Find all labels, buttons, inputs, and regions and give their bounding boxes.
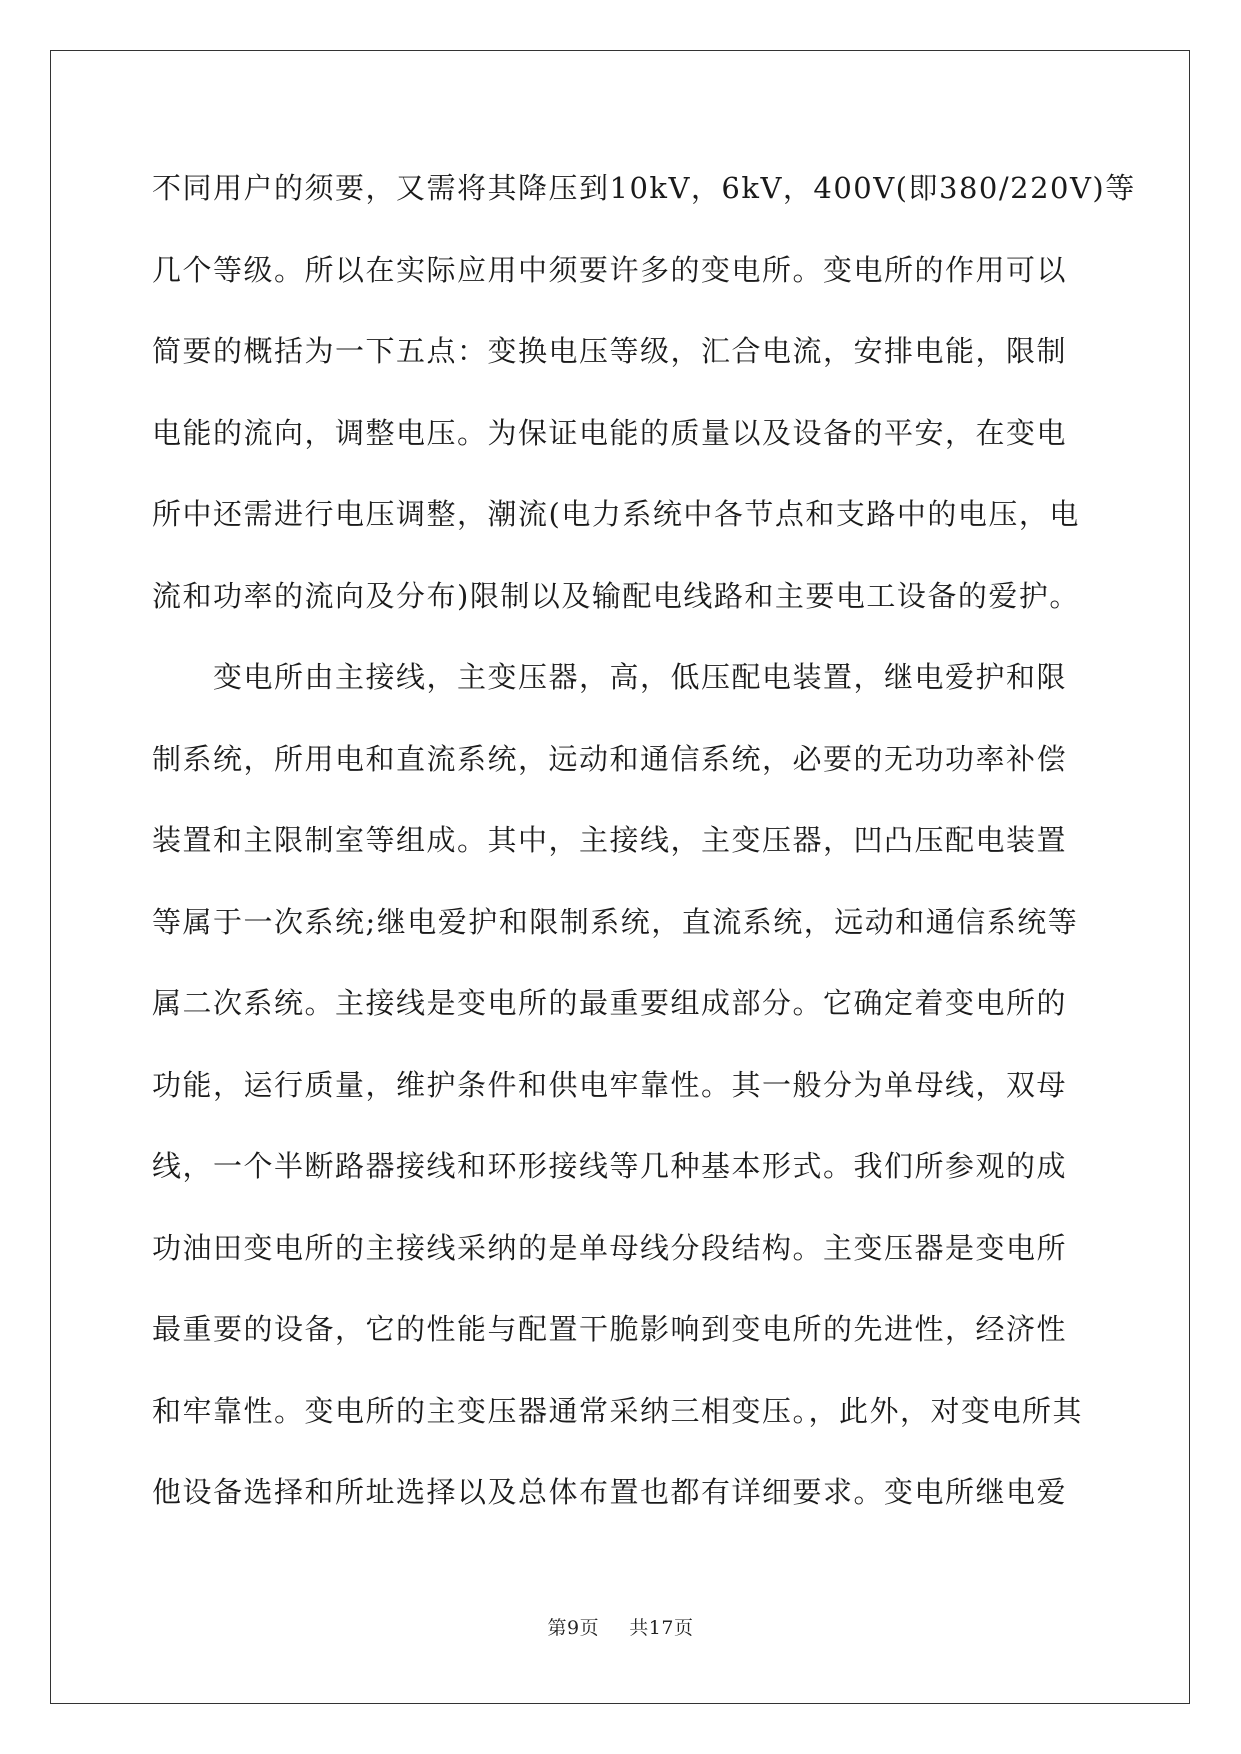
text-line: 电能的流向，调整电压。为保证电能的质量以及设备的平安，在变电 [152, 415, 1068, 450]
text-line: 几个等级。所以在实际应用中须要许多的变电所。变电所的作用可以 [152, 252, 1068, 287]
text-line: 所中还需进行电压调整，潮流(电力系统中各节点和支路中的电压，电 [152, 497, 1080, 531]
text-line: 最重要的设备，它的性能与配置干脆影响到变电所的先进性，经济性 [152, 1312, 1068, 1346]
text-line: 等属于一次系统;继电爱护和限制系统，直流系统，远动和通信系统等 [152, 904, 1079, 939]
text-line: 功油田变电所的主接线采纳的是单母线分段结构。主变压器是变电所 [152, 1230, 1068, 1265]
page-total: 共17页 [629, 1617, 694, 1639]
text-line: 功能，运行质量，维护条件和供电牢靠性。其一般分为单母线，双母 [152, 1067, 1068, 1102]
page-footer [0, 1613, 1241, 1640]
text-line: 不同用户的须要，又需将其降压到10kV，6kV，400V(即380/220V)等 [152, 171, 1136, 205]
text-line: 和牢靠性。变电所的主变压器通常采纳三相变压。，此外，对变电所其 [152, 1393, 1084, 1428]
text-line: 制系统，所用电和直流系统，远动和通信系统，必要的无功功率补偿 [152, 741, 1068, 776]
document-body [152, 163, 1136, 1549]
paragraph-start-line: 变电所由主接线，主变压器，高，低压配电装置，继电爱护和限 [213, 660, 1068, 694]
text-line: 装置和主限制室等组成。其中，主接线，主变压器，凹凸压配电装置 [152, 823, 1068, 857]
text-line: 属二次系统。主接线是变电所的最重要组成部分。它确定着变电所的 [152, 986, 1068, 1020]
page-number: 第9页 [547, 1617, 600, 1639]
text-line: 简要的概括为一下五点：变换电压等级，汇合电流，安排电能，限制 [152, 334, 1068, 368]
text-line: 流和功率的流向及分布)限制以及输配电线路和主要电工设备的爱护。 [152, 578, 1080, 613]
text-line: 线，一个半断路器接线和环形接线等几种基本形式。我们所参观的成 [152, 1149, 1068, 1183]
text-line: 他设备选择和所址选择以及总体布置也都有详细要求。变电所继电爱 [152, 1475, 1068, 1509]
